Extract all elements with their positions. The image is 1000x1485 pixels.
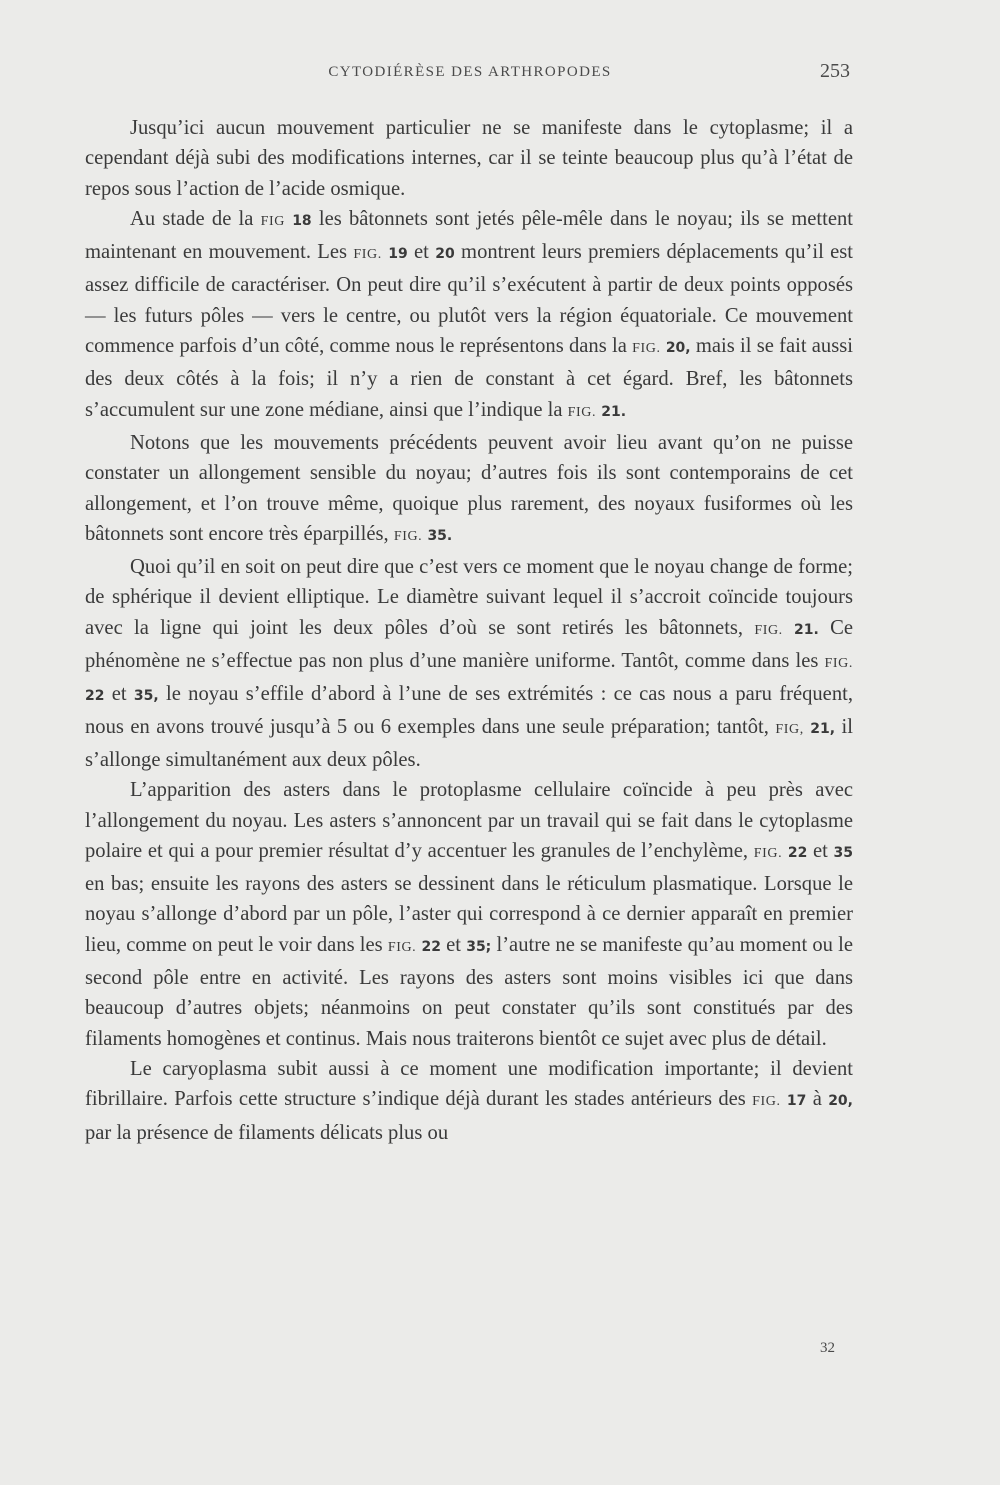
figure-number: 20, xyxy=(665,340,691,357)
text-run: et xyxy=(104,683,134,706)
text-run: montrent leurs premiers déplacements qu’il est assez difficile de caractériser. On peut dire qu’il s’exécutent à partir de deux points opposés — les futurs pôles — vers le centre, ou plutôt vers la région équatoriale. Ce mouvement commence parfois d’un côté, comme nous le représentons dans la xyxy=(85,241,853,358)
text-run: Jusqu’ici aucun mouvement particulier ne se manifeste dans le cytoplasme; il a cependant déjà subi des modifications internes, car il se teinte beaucoup plus qu’à l’état de repos sous l’action de l’acide osmique. xyxy=(85,117,853,200)
figure-number: 20, xyxy=(828,1093,853,1110)
text-run: par la présence de filaments délicats plus ou xyxy=(85,1121,449,1144)
text-run: Quoi qu’il en soit on peut dire que c’est vers ce moment que le noyau change de forme; de sphérique il devient elliptique. Le diamètre suivant lequel il s’accroit coïncide toujours avec la ligne qui joint les deux pôles d’où se sont retirés les bâtonnets, xyxy=(85,556,853,639)
figure-number: 35 xyxy=(833,844,853,861)
figure-label: FIG. xyxy=(753,845,783,861)
figure-number: 20 xyxy=(435,246,455,263)
text-run: à xyxy=(806,1088,829,1111)
figure-number: 22 xyxy=(85,688,105,705)
figure-number: 35; xyxy=(466,938,492,955)
text-run: il s’allonge simultanément aux deux pôles. xyxy=(85,715,853,771)
figure-label: FIG. xyxy=(387,939,417,955)
figure-label: FIG. xyxy=(632,341,661,357)
running-head xyxy=(0,60,1000,88)
figure-number: 35, xyxy=(133,688,159,705)
text-run: l’autre ne se manifeste qu’au moment ou le second pôle entre en activité. Les rayons des asters sont moins visibles ici que dans beaucoup d’autres objets; néanmoins on peut constater qu’ils sont constitués par des filaments homogènes et continus. Mais nous traiterons bientôt ce sujet avec plus de détail. xyxy=(85,933,853,1050)
figure-number: 19 xyxy=(388,246,408,263)
figure-label: FIG. xyxy=(824,656,853,672)
figure-label: FIG, xyxy=(775,721,804,737)
paragraph xyxy=(85,1054,853,1148)
text-run: L’apparition des asters dans le protoplasme cellulaire coïncide à peu près avec l’allongement du noyau. Les asters s’annoncent par un travail qui se fait dans le cytoplasme polaire et qui a pour premier résultat d’y accentuer les granules de l’enchylème, xyxy=(85,779,853,862)
body-text xyxy=(85,113,853,1148)
text-run xyxy=(783,617,794,639)
figure-number: 21. xyxy=(794,621,819,638)
text-run: Le caryoplasma subit aussi à ce moment une modification importante; il devient fibrillaire. Parfois cette structure s’indique déjà durant les stades antérieurs des xyxy=(85,1057,853,1111)
figure-number: 22 xyxy=(421,938,441,955)
text-run: et xyxy=(407,241,436,264)
paragraph xyxy=(85,204,853,428)
figure-number: 18 xyxy=(292,212,312,229)
figure-label: FIG. xyxy=(752,1094,781,1110)
text-run: le noyau s’effile d’abord à l’une de ses extrémités : ce cas nous a paru fréquent, nous en avons trouvé jusqu’à 5 ou 6 exemples dans une seule préparation; tantôt, xyxy=(85,683,853,738)
text-run: en bas; ensuite les rayons des asters se dessinent dans le réticulum plasmatique. Lorsque le noyau s’allonge d’abord par un pôle, l’aster qui correspond à ce dernier apparaît en premier lieu, comme on peut le voir dans les xyxy=(85,873,853,956)
text-run: et xyxy=(807,839,834,862)
text-run: Notons que les mouvements précédents peuvent avoir lieu avant qu’on ne puisse constater un allongement sensible du noyau; d’autres fois ils sont contemporains de cet allongement, et l’on trouve même, quoique plus rarement, des noyaux fusiformes où les bâtonnets sont encore très éparpillés, xyxy=(85,431,853,545)
page-number: 253 xyxy=(820,60,850,82)
paragraph xyxy=(85,428,853,552)
figure-number: 35. xyxy=(427,527,453,544)
paragraph xyxy=(85,552,853,775)
text-run: et xyxy=(440,933,467,956)
paragraph xyxy=(85,113,853,204)
figure-label: FIG. xyxy=(754,622,783,638)
figure-number: 22 xyxy=(787,844,808,861)
running-title: CYTODIÉRÈSE DES ARTHROPODES xyxy=(328,64,612,80)
figure-label: FIG. xyxy=(393,528,423,544)
paragraph xyxy=(85,775,853,1054)
figure-label: FIG xyxy=(260,213,285,229)
text-run: Au stade de la xyxy=(130,207,261,230)
figure-label: FIG. xyxy=(567,404,597,420)
text-run: les bâtonnets sont jetés pêle-mêle dans le noyau; ils se mettent maintenant en mouvement. Les xyxy=(85,207,853,264)
text-run: mais il se fait aussi des deux côtés à la fois; il n’y a rien de constant à cet égard. Bref, les bâtonnets s’accumulent sur une zone médiane, ainsi que l’indique la xyxy=(85,335,853,421)
text-run: Ce phénomène ne s’effectue pas non plus d’une manière uniforme. Tantôt, comme dans les xyxy=(85,616,853,673)
figure-number: 21. xyxy=(601,403,627,420)
signature-mark: 32 xyxy=(820,1340,835,1356)
figure-number: 17 xyxy=(786,1093,807,1110)
figure-label: FIG. xyxy=(353,247,382,263)
figure-number: 21, xyxy=(810,720,836,737)
